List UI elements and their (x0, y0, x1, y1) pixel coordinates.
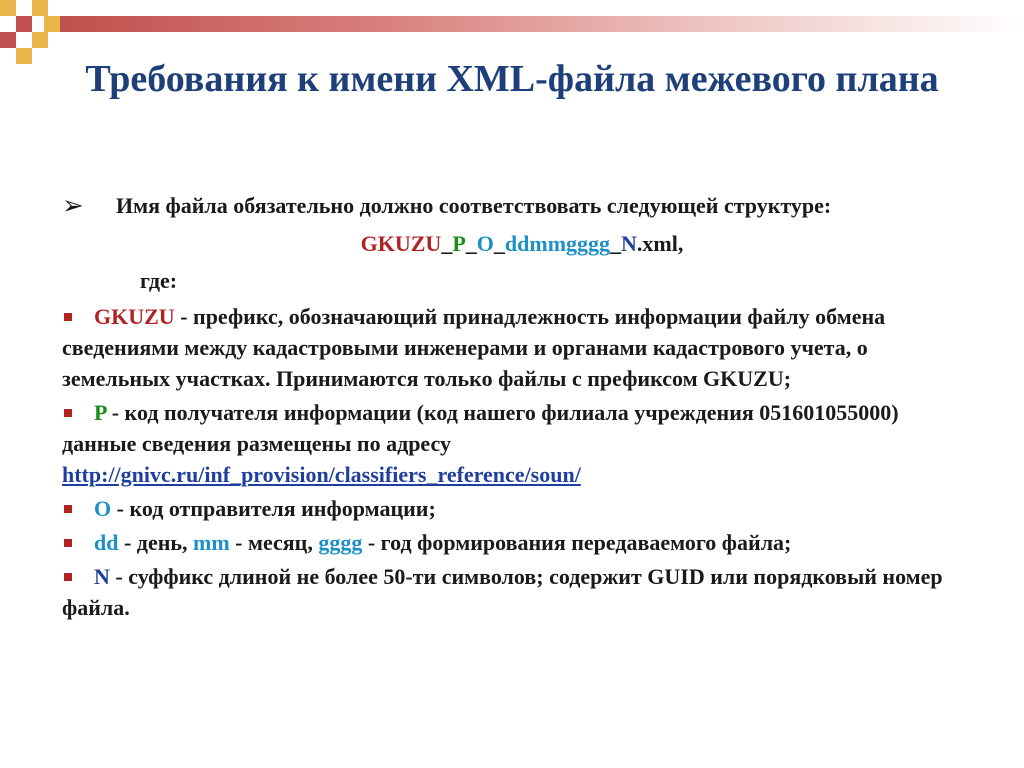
item-text: - день, (118, 530, 194, 555)
square-decoration (0, 0, 16, 16)
item-code: P (94, 400, 107, 425)
structure-separator: _ (493, 231, 505, 256)
structure-o: O (476, 231, 494, 256)
bullet-icon (64, 539, 72, 547)
bullet-icon (64, 573, 72, 581)
structure-separator: _ (610, 231, 622, 256)
bullet-icon (64, 409, 72, 417)
square-decoration (16, 48, 32, 64)
structure-p: P (452, 231, 466, 256)
bullet-icon (64, 505, 72, 513)
square-decoration (44, 16, 60, 32)
filename-structure (62, 228, 962, 260)
structure-separator: _ (441, 231, 453, 256)
structure-separator: _ (465, 231, 477, 256)
intro-text: Имя файла обязательно должно соответствовать следующей структуре: (116, 193, 832, 218)
item-code: GKUZU (94, 304, 175, 329)
item-text: - код отправителя информации; (111, 496, 436, 521)
structure-date: ddmmgggg (504, 231, 611, 256)
intro-row (62, 188, 962, 224)
item-code-gggg: gggg (318, 530, 363, 555)
square-decoration (32, 32, 48, 48)
item-text: - месяц, (229, 530, 319, 555)
slide-title: Требования к имени XML-файла межевого плана (85, 58, 939, 100)
item-code-mm: mm (193, 530, 230, 555)
square-decoration (16, 16, 32, 32)
soun-link[interactable]: http://gnivc.ru/inf_provision/classifiers_reference/soun/ (62, 462, 581, 487)
structure-n: N (621, 231, 637, 256)
square-decoration (0, 32, 16, 48)
structure-extension: .xml, (636, 231, 684, 256)
list-item (62, 493, 962, 524)
item-text: - суффикс длиной не более 50-ти символов; содержит GUID или порядковый номер файла. (62, 564, 943, 620)
square-decoration (32, 0, 48, 16)
item-code: O (94, 496, 112, 521)
list-item (62, 561, 962, 623)
bullet-icon (64, 313, 72, 321)
item-text: - префикс, обозначающий принадлежность информации файлу обмена сведениями между кадастровыми инженерами и органами кадастрового учета, о земельных участках. Принимаются только файлы с префиксом GKUZU; (62, 304, 886, 391)
item-code: N (94, 564, 110, 589)
list-item (62, 397, 962, 490)
where-label: где: (140, 268, 178, 293)
item-code-dd: dd (94, 530, 119, 555)
item-text: - год формирования передаваемого файла; (362, 530, 792, 555)
list-item (62, 301, 962, 394)
item-text: - код получателя информации (код нашего филиала учреждения 051601055000) данные сведения размещены по адресу (62, 400, 899, 456)
header-gradient-bar (60, 16, 1024, 32)
structure-gkuzu: GKUZU (360, 231, 442, 256)
list-item (62, 527, 962, 558)
slide-body (62, 188, 962, 623)
arrow-icon: ➢ (62, 191, 84, 220)
